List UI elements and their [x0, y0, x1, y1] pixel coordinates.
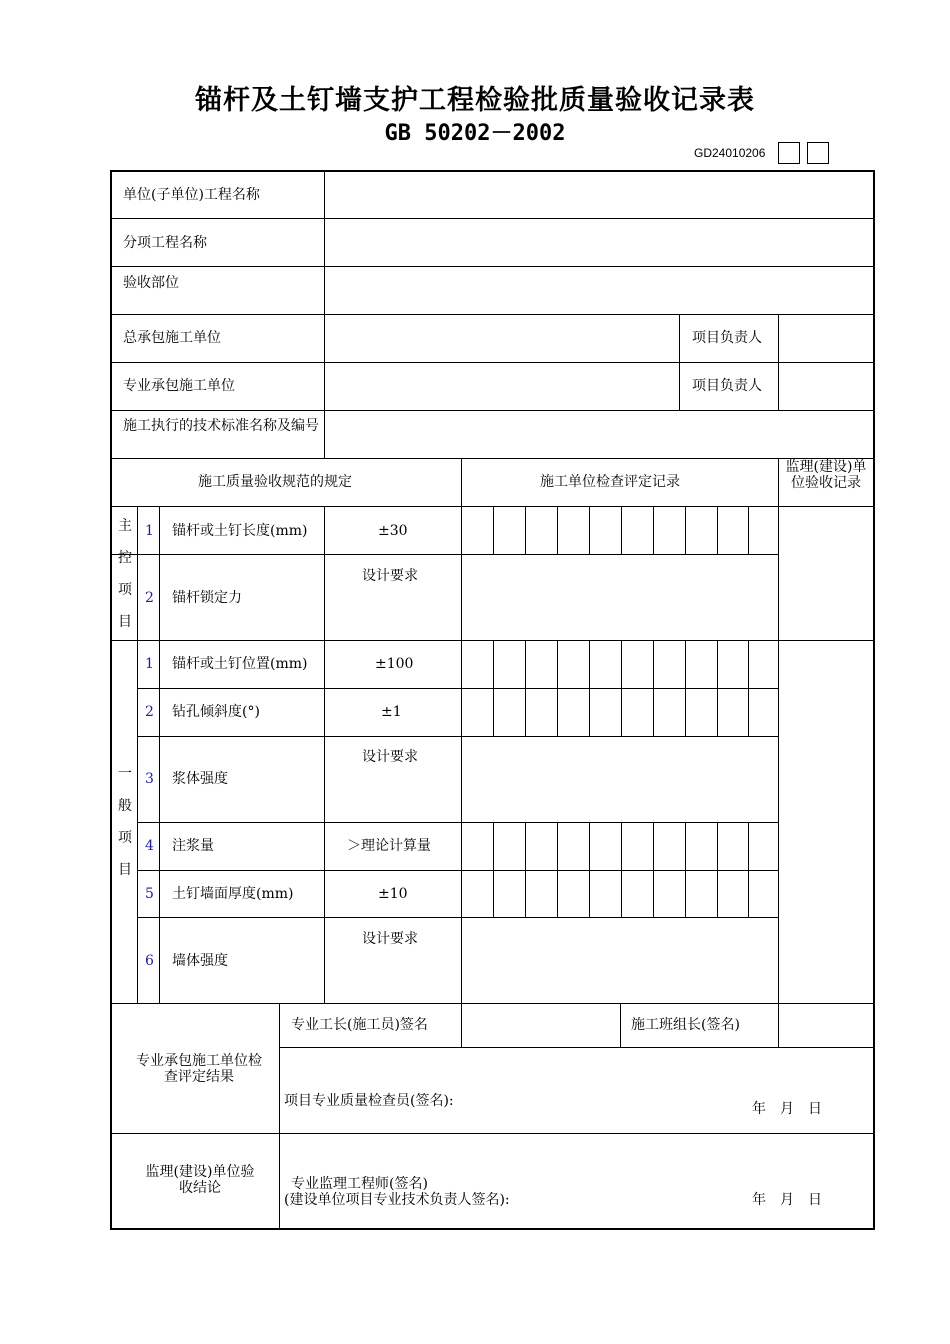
- grid-vline: [493, 822, 494, 870]
- label-project-manager-2: 项目负责人: [692, 378, 762, 394]
- grid-vline: [717, 870, 718, 917]
- grid-hline: [111, 1003, 873, 1004]
- supervisor-sign-label: 专业监理工程师(签名): [291, 1176, 428, 1192]
- header-spec: 施工质量验收规范的规定: [198, 474, 352, 490]
- grid-hline: [137, 870, 779, 871]
- g-item-6-no: 6: [145, 953, 154, 969]
- grid-hline: [111, 1133, 873, 1134]
- grid-hline: [137, 822, 779, 823]
- general-char-2: 般: [118, 798, 132, 814]
- mc-item-2-name: 锚杆锁定力: [172, 590, 242, 606]
- grid-hline: [111, 218, 873, 219]
- grid-vline: [685, 688, 686, 736]
- supervision-result-label: 监理(建设)单位验收结论: [145, 1164, 255, 1196]
- g-item-4-req: ＞理论计算量: [347, 838, 431, 854]
- grid-hline: [137, 736, 779, 737]
- grid-vline: [557, 822, 558, 870]
- label-sub-project: 分项工程名称: [123, 235, 207, 251]
- form-title: 锚杆及土钉墙支护工程检验批质量验收记录表: [195, 85, 755, 116]
- grid-hline: [111, 266, 873, 267]
- owner-rep-sign-label: (建设单位项目专业技术负责人签名):: [284, 1192, 510, 1208]
- grid-vline: [778, 458, 779, 1047]
- grid-vline: [685, 822, 686, 870]
- g-item-2-name: 钻孔倾斜度(°): [172, 704, 260, 720]
- grid-vline: [748, 688, 749, 736]
- form-code: GD24010206: [694, 146, 766, 160]
- grid-vline: [717, 688, 718, 736]
- grid-vline: [324, 170, 325, 458]
- grid-vline: [525, 640, 526, 688]
- grid-vline: [620, 1003, 621, 1047]
- grid-vline: [778, 314, 779, 410]
- grid-hline: [111, 314, 873, 315]
- grid-vline: [557, 640, 558, 688]
- grid-vline: [653, 688, 654, 736]
- grid-vline: [653, 870, 654, 917]
- grid-vline: [525, 870, 526, 917]
- grid-vline: [159, 506, 160, 1003]
- main-control-char-3: 项: [118, 582, 132, 598]
- label-general-contractor: 总承包施工单位: [123, 330, 221, 346]
- grid-hline: [111, 458, 873, 459]
- grid-hline: [111, 362, 873, 363]
- grid-vline: [621, 688, 622, 736]
- grid-vline: [557, 506, 558, 554]
- g-item-5-req: ±10: [378, 886, 408, 902]
- grid-vline: [589, 870, 590, 917]
- grid-hline: [111, 554, 779, 555]
- g-item-4-name: 注浆量: [172, 838, 214, 854]
- grid-vline: [493, 870, 494, 917]
- grid-vline: [461, 458, 462, 1047]
- g-item-4-no: 4: [145, 838, 154, 854]
- grid-vline: [653, 506, 654, 554]
- label-acceptance-part: 验收部位: [123, 275, 179, 291]
- label-project-manager-1: 项目负责人: [692, 330, 762, 346]
- inspector-sign-label: 项目专业质量检查员(签名):: [284, 1093, 454, 1109]
- label-project-name: 单位(子单位)工程名称: [123, 187, 260, 203]
- mc-item-2-no: 2: [145, 590, 154, 606]
- grid-vline: [679, 314, 680, 410]
- grid-vline: [685, 870, 686, 917]
- grid-vline: [748, 870, 749, 917]
- g-item-3-no: 3: [145, 771, 154, 787]
- grid-vline: [748, 506, 749, 554]
- general-char-3: 项: [118, 830, 132, 846]
- g-item-5-name: 土钉墙面厚度(mm): [172, 886, 294, 902]
- contractor-result-label: 专业承包施工单位检查评定结果: [136, 1053, 262, 1085]
- mc-item-1-name: 锚杆或土钉长度(mm): [172, 523, 308, 539]
- header-record: 施工单位检查评定记录: [540, 474, 680, 490]
- grid-vline: [621, 822, 622, 870]
- grid-vline: [621, 870, 622, 917]
- label-tech-standard: 施工执行的技术标准名称及编号: [123, 418, 319, 434]
- main-control-char-4: 目: [118, 614, 132, 630]
- g-item-2-no: 2: [145, 704, 154, 720]
- grid-vline: [589, 506, 590, 554]
- grid-hline: [111, 640, 873, 641]
- grid-vline: [493, 506, 494, 554]
- grid-hline: [111, 410, 873, 411]
- g-item-1-name: 锚杆或土钉位置(mm): [172, 656, 308, 672]
- supervision-date: 年 月 日: [752, 1192, 822, 1208]
- g-item-6-name: 墙体强度: [172, 953, 228, 969]
- grid-vline: [717, 506, 718, 554]
- grid-vline: [589, 822, 590, 870]
- grid-vline: [493, 640, 494, 688]
- label-specialty-contractor: 专业承包施工单位: [123, 378, 235, 394]
- grid-vline: [685, 506, 686, 554]
- g-item-2-req: ±1: [381, 704, 402, 720]
- grid-vline: [279, 1003, 280, 1230]
- grid-vline: [685, 640, 686, 688]
- grid-vline: [525, 688, 526, 736]
- general-char-1: 一: [118, 766, 132, 782]
- foreman-sign-label: 专业工长(施工员)签名: [291, 1017, 428, 1033]
- grid-vline: [525, 506, 526, 554]
- g-item-1-no: 1: [145, 656, 154, 672]
- grid-hline: [137, 688, 779, 689]
- grid-vline: [621, 640, 622, 688]
- grid-vline: [589, 640, 590, 688]
- g-item-6-req: 设计要求: [362, 931, 418, 947]
- code-box-1[interactable]: [778, 142, 800, 164]
- grid-vline: [717, 822, 718, 870]
- grid-vline: [324, 506, 325, 1003]
- grid-vline: [717, 640, 718, 688]
- grid-vline: [557, 688, 558, 736]
- grid-hline: [137, 917, 779, 918]
- main-control-char-1: 主: [118, 518, 132, 534]
- grid-vline: [525, 822, 526, 870]
- team-leader-sign-label: 施工班组长(签名): [631, 1017, 740, 1033]
- grid-hline: [279, 1047, 873, 1048]
- grid-vline: [589, 688, 590, 736]
- general-char-4: 目: [118, 862, 132, 878]
- g-item-5-no: 5: [145, 886, 154, 902]
- mc-item-1-no: 1: [145, 523, 154, 539]
- grid-vline: [653, 640, 654, 688]
- mc-item-1-req: ±30: [378, 523, 408, 539]
- code-box-2[interactable]: [807, 142, 829, 164]
- standard-code: GB 50202－2002: [384, 121, 566, 146]
- contractor-date: 年 月 日: [752, 1101, 822, 1117]
- grid-vline: [621, 506, 622, 554]
- main-control-char-2: 控: [118, 550, 132, 566]
- grid-vline: [748, 640, 749, 688]
- grid-vline: [557, 870, 558, 917]
- header-supervision: 监理(建设)单位验收记录: [785, 459, 867, 491]
- g-item-3-name: 浆体强度: [172, 771, 228, 787]
- grid-vline: [653, 822, 654, 870]
- mc-item-2-req: 设计要求: [362, 568, 418, 584]
- grid-hline: [111, 506, 873, 507]
- grid-vline: [748, 822, 749, 870]
- grid-vline: [493, 688, 494, 736]
- g-item-3-req: 设计要求: [362, 749, 418, 765]
- g-item-1-req: ±100: [375, 656, 414, 672]
- grid-vline: [137, 506, 138, 1003]
